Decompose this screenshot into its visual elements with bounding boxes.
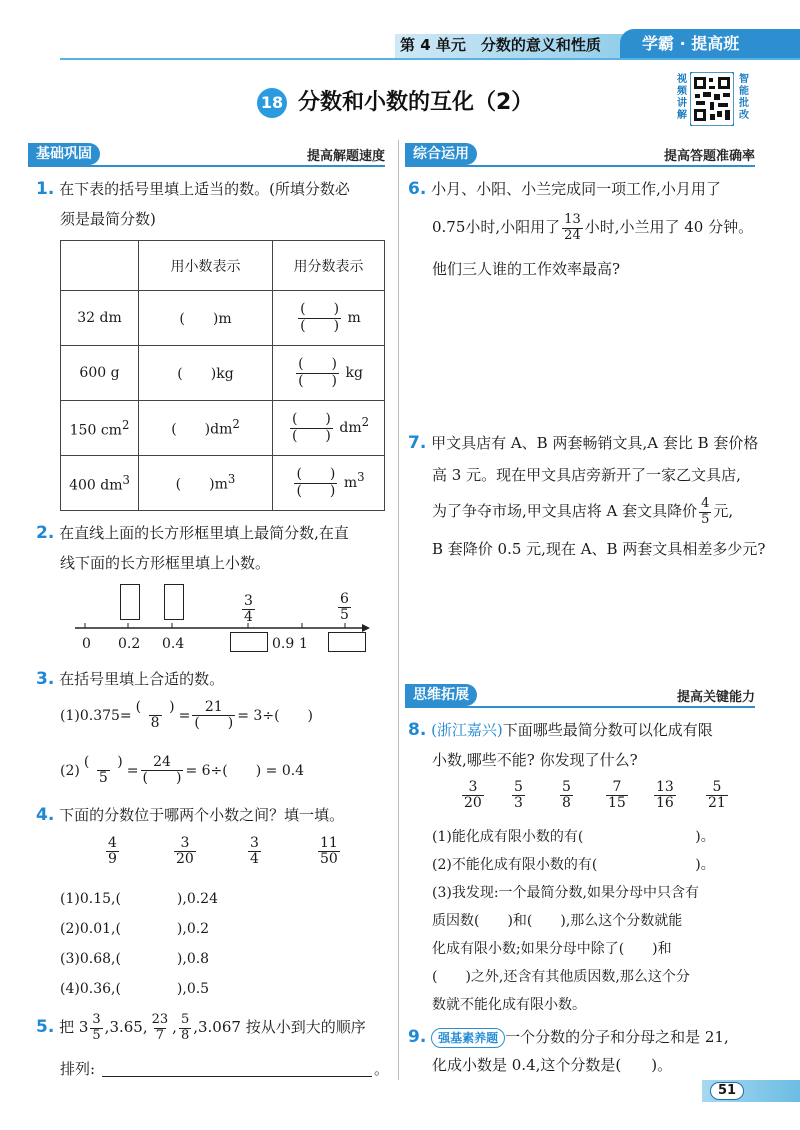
q3-title: 3. 在括号里填上合适的数。 — [36, 669, 225, 689]
q9-line2[interactable]: 化成小数是 0.4,这个分数是( )。 — [432, 1056, 673, 1074]
q8-line1: 8. (浙江嘉兴)下面哪些最简分数可以化成有限 — [408, 720, 713, 740]
section-think — [405, 684, 755, 708]
q8-line2: 小数,哪些不能? 你发现了什么? — [432, 751, 638, 769]
q4-title: 4. 下面的分数位于哪两个小数之间？填一填。 — [36, 805, 345, 825]
q8-a6[interactable]: ( )之外,还含有其他质因数,那么这个分 — [432, 969, 690, 985]
q8-frac: $\frac{3}{20}$ — [464, 779, 482, 812]
tick-label: 0.2 — [118, 636, 141, 652]
q1-line1: 1. 在下表的括号里填上适当的数。(所填分数必 — [36, 179, 350, 199]
column-divider — [398, 140, 399, 1080]
q9-line1: 9. 强基素养题 一个分数的分子和分母之和是 21, — [408, 1027, 729, 1047]
section-basic-tag: 基础巩固 — [28, 143, 100, 165]
number-line — [70, 580, 380, 660]
page-number: 51 — [710, 1082, 744, 1100]
q5-line1: 5. 把 3 $\frac{3}{5}$ ,3.65, $\frac{23}{7}$ , $\frac{5}{8}$ ,3.067 按从小到大的顺序 — [36, 1012, 366, 1043]
q8-a3: (3)我发现:一个最简分数,如果分母中只含有 — [432, 885, 699, 901]
brand-label: 学霸 · 提高班 — [620, 29, 800, 59]
q4-answer[interactable]: (1)0.15,( ),0.24 — [60, 891, 218, 907]
table-row: 400 $dm^3$ ( )$m^3$ $\frac{( )}{( )}$ $m^3$ — [61, 456, 385, 511]
section-basic — [28, 143, 385, 167]
q5-answer-line[interactable] — [102, 1076, 372, 1077]
fraction-label: $\frac{3}{4}$ — [244, 593, 253, 626]
number-line-axis — [70, 620, 370, 636]
q4-answer[interactable]: (3)0.68,( ),0.8 — [60, 951, 210, 967]
q8-frac: $\frac{13}{16}$ — [656, 779, 674, 812]
section-think-tag: 思维拓展 — [405, 684, 477, 706]
qr-code-icon[interactable] — [690, 72, 734, 128]
lesson-number-badge: 18 — [257, 88, 287, 118]
lesson-title: 分数和小数的互化（2） — [298, 90, 534, 115]
q6-line1: 6. 小月、小阳、小兰完成同一项工作,小月用了 — [408, 179, 721, 199]
tick-label: 0.9 — [272, 636, 295, 652]
q8-frac: $\frac{7}{15}$ — [608, 779, 626, 812]
q8-frac: $\frac{5}{8}$ — [562, 779, 571, 812]
tick-label: 1 — [299, 636, 308, 652]
q5-line2: 排列: — [60, 1060, 96, 1078]
q4-frac: $\frac{3}{4}$ — [250, 835, 259, 868]
fraction-label: $\frac{6}{5}$ — [340, 591, 349, 624]
qr-left-text: 视频讲解 — [677, 74, 687, 121]
q7-line2: 高 3 元。现在甲文具店旁新开了一家乙文具店, — [432, 466, 741, 484]
section-think-sub: 提高关键能力 — [676, 690, 755, 705]
q5-end: 。 — [374, 1060, 390, 1078]
q4-frac: $\frac{11}{50}$ — [320, 835, 338, 868]
header-rule — [60, 58, 800, 60]
q8-a4[interactable]: 质因数( )和( ),那么这个分数就能 — [432, 913, 683, 929]
q7-line4: B 套降价 0.5 元,现在 A、B 两套文具相差多少元? — [432, 540, 766, 558]
answer-box[interactable] — [164, 584, 184, 620]
answer-box[interactable] — [230, 632, 268, 652]
tick-label: 0.4 — [162, 636, 185, 652]
q6-line2: 0.75小时,小阳用了 $\frac{13}{24}$ 小时,小兰用了 40 分钟。 — [432, 212, 754, 243]
section-apply — [405, 143, 755, 167]
q1-table: 用小数表示 用分数表示 32 dm ( )m $\frac{( )}{( )}$ m 600 g ( )kg $\frac{( )}{( )}$ kg 150 $cm^2$ ( )$dm^2$ $\frac{( )}{( )}$ $dm^2$ 400 $dm^3$ ( )$m^3$ $\frac{( )}{( )}$ $m^3$ — [60, 240, 385, 511]
qr-right-text: 智能批改 — [739, 74, 749, 121]
q8-answer2[interactable]: (2)不能化成有限小数的有( )。 — [432, 857, 715, 873]
tick-label: 0 — [82, 636, 91, 652]
unit-title: 第 4 单元 分数的意义和性质 — [400, 36, 601, 54]
q8-frac: $\frac{5}{3}$ — [514, 779, 523, 812]
q8-answer1[interactable]: (1)能化成有限小数的有( )。 — [432, 829, 715, 845]
q4-frac: $\frac{4}{9}$ — [108, 835, 117, 868]
table-row: 150 $cm^2$ ( )$dm^2$ $\frac{( )}{( )}$ $dm^2$ — [61, 401, 385, 456]
table-row: 600 g ( )kg $\frac{( )}{( )}$ kg — [61, 346, 385, 401]
section-apply-sub: 提高答题准确率 — [663, 149, 755, 164]
answer-box[interactable] — [120, 584, 140, 620]
q4-frac: $\frac{3}{20}$ — [176, 835, 194, 868]
q8-a7: 数就不能化成有限小数。 — [432, 997, 586, 1013]
section-basic-sub: 提高解题速度 — [306, 149, 385, 164]
q8-frac: $\frac{5}{21}$ — [708, 779, 726, 812]
q8-a5[interactable]: 化成有限小数;如果分母中除了( )和 — [432, 941, 672, 957]
table-row: 32 dm ( )m $\frac{( )}{( )}$ m — [61, 291, 385, 346]
q7-line3: 为了争夺市场,甲文具店将 A 套文具降价 $\frac{4}{5}$ 元, — [432, 496, 734, 527]
q2-line2: 线下面的长方形框里填上小数。 — [60, 554, 271, 572]
q3-line1: (1)0.375= $\frac{( )}{8}$ = $\frac{21}{( )}$ = 3÷( ) — [60, 699, 313, 732]
q3-line2: (2) $\frac{( )}{5}$ = $\frac{24}{( )}$ = 6÷( ) = 0.4 — [60, 754, 305, 787]
q9-tag: 强基素养题 — [431, 1028, 505, 1048]
q7-line1: 7. 甲文具店有 A、B 两套畅销文具,A 套比 B 套价格 — [408, 433, 759, 453]
q2-line1: 2. 在直线上面的长方形框里填上最简分数,在直 — [36, 523, 349, 543]
q1-line2: 须是最简分数) — [60, 210, 156, 228]
q4-answer[interactable]: (2)0.01,( ),0.2 — [60, 921, 210, 937]
answer-box[interactable] — [328, 632, 366, 652]
q6-line3: 他们三人谁的工作效率最高? — [432, 260, 621, 278]
section-apply-tag: 综合运用 — [405, 143, 477, 165]
q4-answer[interactable]: (4)0.36,( ),0.5 — [60, 981, 210, 997]
